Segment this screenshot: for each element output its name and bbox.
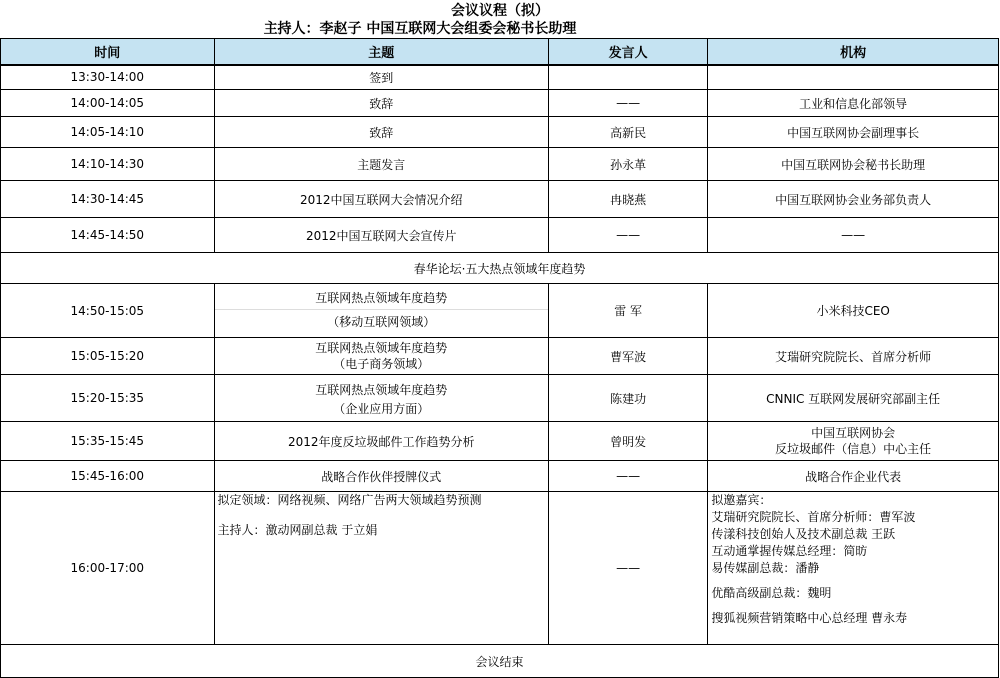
panel-topic-line-1: 拟定领域：网络视频、网络广告两大领域趋势预测 [217, 493, 482, 507]
table-row [1, 218, 999, 253]
org-cell: 中国互联网协会业务部负责人 [708, 181, 999, 218]
topic-cell: 战略合作伙伴授牌仪式 [214, 461, 548, 492]
topic-line-2: （电子商务领域） [333, 357, 430, 371]
speaker-cell: 冉晓燕 [548, 181, 707, 218]
page-title: 会议议程（拟） [451, 3, 549, 19]
org-cell [708, 422, 999, 461]
panel-host-line: 主持人：激动网副总裁 于立娟 [217, 523, 378, 537]
topic-cell [214, 375, 548, 422]
table-row [1, 338, 999, 375]
closing-text: 会议结束 [1, 645, 999, 678]
speaker-cell: —— [548, 90, 707, 117]
org-cell: 小米科技CEO [708, 284, 999, 338]
topic-cell: 2012中国互联网大会宣传片 [214, 218, 548, 253]
org-line-2: 反垃圾邮件（信息）中心主任 [775, 442, 932, 456]
time-cell: 14:30-14:45 [1, 181, 215, 218]
org-cell: 中国互联网协会副理事长 [708, 117, 999, 148]
guest-line: 搜狐视频营销策略中心总经理 曹永寿 [711, 611, 908, 625]
time-cell: 14:50-15:05 [1, 284, 215, 338]
table-row [1, 148, 999, 181]
table-row [1, 422, 999, 461]
col-header-org: 机构 [708, 39, 999, 65]
speaker-cell: 陈建功 [548, 375, 707, 422]
table-row [1, 117, 999, 148]
table-row [1, 90, 999, 117]
time-cell: 14:45-14:50 [1, 218, 215, 253]
time-cell: 14:00-14:05 [1, 90, 215, 117]
time-cell: 15:20-15:35 [1, 375, 215, 422]
panel-topic-cell [214, 492, 548, 645]
table-row [1, 181, 999, 218]
org-line-1: 中国互联网协会 [811, 426, 896, 440]
guest-line: 优酷高级副总裁：魏明 [711, 586, 832, 600]
col-header-time: 时间 [1, 39, 215, 65]
table-row [1, 461, 999, 492]
section-title: 春华论坛·五大热点领域年度趋势 [1, 253, 999, 284]
speaker-cell: 孙永革 [548, 148, 707, 181]
topic-cell: 主题发言 [214, 148, 548, 181]
topic-line-1: 互联网热点领域年度趋势 [215, 287, 548, 310]
speaker-cell: —— [548, 461, 707, 492]
guest-line: 拟邀嘉宾： [711, 493, 772, 507]
table-header-row [1, 39, 999, 65]
speaker-cell: —— [548, 218, 707, 253]
org-cell: 工业和信息化部领导 [708, 90, 999, 117]
org-cell: 中国互联网协会秘书长助理 [708, 148, 999, 181]
host-line: 主持人：李赵子 中国互联网大会组委会秘书长助理 [263, 21, 577, 37]
topic-cell [214, 284, 548, 338]
org-cell: 战略合作企业代表 [708, 461, 999, 492]
speaker-cell: —— [548, 492, 707, 645]
topic-cell: 2012年度反垃圾邮件工作趋势分析 [214, 422, 548, 461]
table-row [1, 375, 999, 422]
topic-line-2: （企业应用方面） [333, 402, 430, 416]
panel-row [1, 492, 999, 645]
time-cell: 15:35-15:45 [1, 422, 215, 461]
topic-cell: 2012中国互联网大会情况介绍 [214, 181, 548, 218]
speaker-cell: 曾明发 [548, 422, 707, 461]
time-cell: 16:00-17:00 [1, 492, 215, 645]
topic-cell: 致辞 [214, 117, 548, 148]
section-row [1, 253, 999, 284]
org-cell: CNNIC 互联网发展研究部副主任 [708, 375, 999, 422]
table-row [1, 284, 999, 338]
org-cell [708, 65, 999, 90]
table-row [1, 65, 999, 90]
guest-line: 艾瑞研究院院长、首席分析师：曹军波 [711, 510, 916, 524]
topic-line-1: 互联网热点领域年度趋势 [315, 383, 448, 397]
speaker-cell: 雷 军 [548, 284, 707, 338]
speaker-cell [548, 65, 707, 90]
col-header-topic: 主题 [214, 39, 548, 65]
guest-line: 易传媒副总裁：潘静 [711, 561, 820, 575]
time-cell: 14:10-14:30 [1, 148, 215, 181]
time-cell: 15:05-15:20 [1, 338, 215, 375]
col-header-speaker: 发言人 [548, 39, 707, 65]
speaker-cell: 曹军波 [548, 338, 707, 375]
speaker-cell: 高新民 [548, 117, 707, 148]
topic-cell [214, 338, 548, 375]
topic-cell: 签到 [214, 65, 548, 90]
time-cell: 14:05-14:10 [1, 117, 215, 148]
topic-line-1: 互联网热点领域年度趋势 [315, 341, 448, 355]
agenda-table [0, 38, 999, 678]
topic-line-2: （移动互联网领域） [327, 315, 436, 329]
guest-line: 传漾科技创始人及技术副总裁 王跃 [711, 527, 896, 541]
topic-cell: 致辞 [214, 90, 548, 117]
panel-guests-cell [708, 492, 999, 645]
org-cell: —— [708, 218, 999, 253]
time-cell: 15:45-16:00 [1, 461, 215, 492]
time-cell: 13:30-14:00 [1, 65, 215, 90]
closing-row [1, 645, 999, 678]
org-cell: 艾瑞研究院院长、首席分析师 [708, 338, 999, 375]
guest-line: 互动通掌握传媒总经理：简昉 [711, 544, 868, 558]
